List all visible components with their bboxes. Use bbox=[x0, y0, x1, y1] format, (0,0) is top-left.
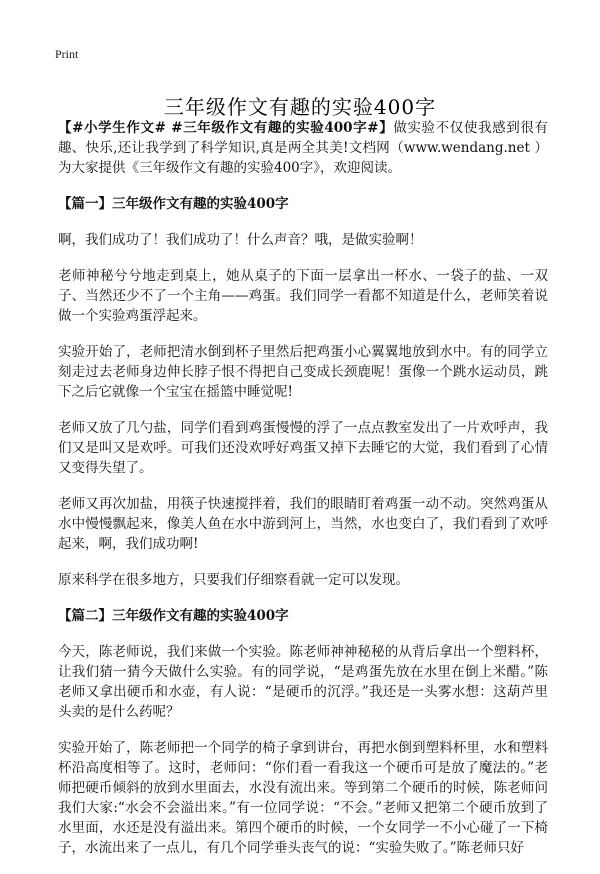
print-link[interactable]: Print bbox=[55, 47, 79, 61]
section-1-paragraph: 原来科学在很多地方，只要我们仔细察看就一定可以发现。 bbox=[58, 572, 409, 588]
section-2-paragraph: 实验开始了，陈老师把一个同学的椅子拿到讲台，再把水倒到塑料杯里，水和塑料杯沿高度相等了。这时，老师问：“你们看一看我这一个硬币可是放了魔法的。”老师把硬币倾斜的放到水里面去，水没有流出来。等到第二个硬币的时候，陈老师问我们大家:“水会不会溢出来。”有一位同学说：“不会。”老师又把第二个硬币放到了水里面，水还是没有溢出来。第四个硬币的时候，一个女同学一不小心碰了一下椅子，水流出来了一点儿，有几个同学垂头丧气的说：“实验失败了。”陈老师只好 bbox=[58, 740, 548, 856]
article-body bbox=[58, 118, 548, 874]
intro-tagline: 【#小学生作文# #三年级作文有趣的实验400字#】 bbox=[58, 120, 394, 136]
section-1-paragraph: 老师神秘兮兮地走到桌上，她从桌子的下面一层拿出一杯水、一袋子的盐、一双子、当然还少不了一个主角——鸡蛋。我们同学一看都不知道是什么，老师笑着说做一个实验鸡蛋浮起来。 bbox=[58, 268, 548, 324]
intro-text: 做实验不仅使我感到很有趣、快乐,还让我学到了科学知识,真是两全其美!文档网（www.wendang.net ）为大家提供《三年级作文有趣的实验400字》，欢迎阅读。 bbox=[58, 120, 548, 176]
intro-paragraph bbox=[58, 118, 548, 178]
section-1-paragraph: 老师又放了几勺盐，同学们看到鸡蛋慢慢的浮了一点点教室发出了一片欢呼声，我们又是叫又是欢呼。可我们还没欢呼好鸡蛋又掉下去睡它的大觉，我们看到了心情又变得失望了。 bbox=[58, 420, 548, 476]
section-heading-1: 【篇一】三年级作文有趣的实验400字 bbox=[58, 196, 289, 212]
section-1-paragraph: 实验开始了，老师把清水倒到杯子里然后把鸡蛋小心翼翼地放到水中。有的同学立刻走过去老师身边伸长脖子恨不得把自己变成长颈鹿呢！蛋像一个跳水运动员，跳下之后它就像一个宝宝在摇篮中睡觉呢! bbox=[58, 344, 548, 400]
section-1-paragraph: 老师又再次加盐，用筷子快速搅拌着，我们的眼睛盯着鸡蛋一动不动。突然鸡蛋从水中慢慢飘起来，像美人鱼在水中游到河上，当然，水也变白了，我们看到了欢呼起来，啊，我们成功啊! bbox=[58, 496, 548, 552]
section-1-paragraph: 啊，我们成功了！我们成功了！什么声音？哦，是做实验啊！ bbox=[58, 232, 423, 248]
section-heading-2: 【篇二】三年级作文有趣的实验400字 bbox=[58, 608, 289, 624]
section-2-paragraph: 今天，陈老师说，我们来做一个实验。陈老师神神秘秘的从背后拿出一个塑料杯，让我们猜一猜今天做什么实验。有的同学说，“是鸡蛋先放在水里在倒上米醋。”陈老师又拿出硬币和水壶，有人说：“是硬币的沉浮。”我还是一头雾水想：这葫芦里头卖的是什么药呢？ bbox=[58, 644, 548, 720]
page-title: 三年级作文有趣的实验400字 bbox=[163, 95, 437, 120]
